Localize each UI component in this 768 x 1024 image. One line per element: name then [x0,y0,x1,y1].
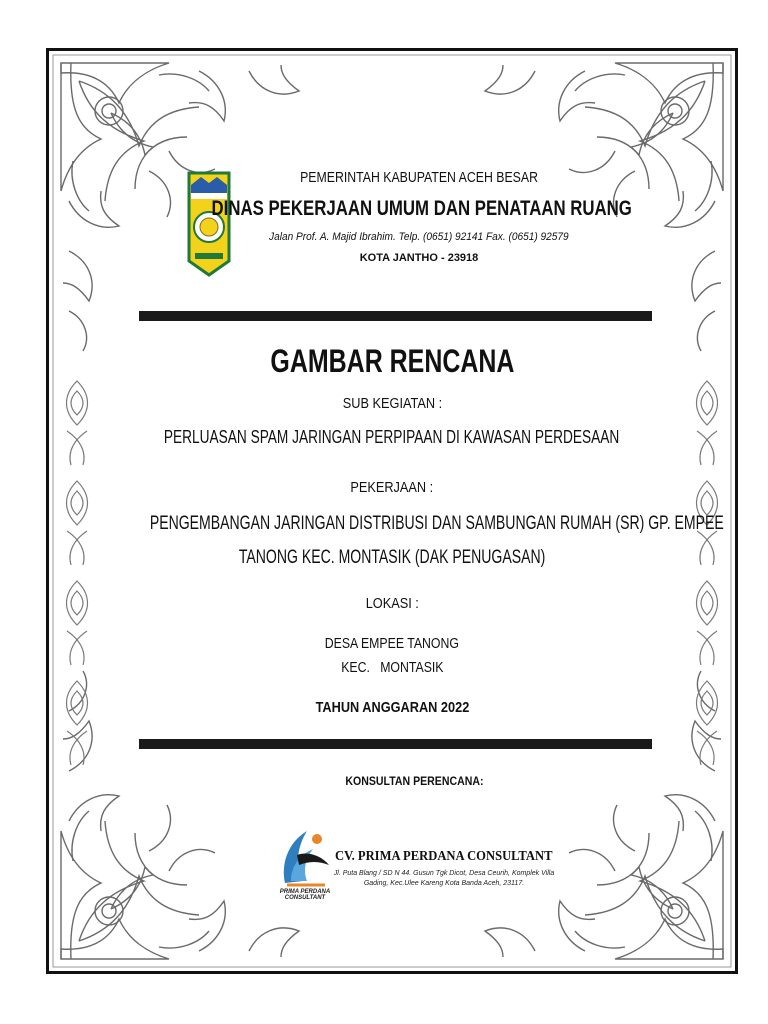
pekerjaan-label: PEKERJAAN : [350,479,434,496]
lokasi-label: LOKASI : [365,595,419,612]
document-title: GAMBAR RENCANA [269,343,515,379]
agency-city: KOTA JANTHO - 23918 [359,252,479,264]
consultant-logo-caption: PRIMA PERDANA CONSULTANT [279,889,331,901]
consultant-label: KONSULTAN PERENCANA: [344,774,484,788]
lokasi-district: KEC. MONTASIK [340,659,444,676]
divider-bar-bottom [139,739,652,749]
pekerjaan-value-line1: PENGEMBANGAN JARINGAN DISTRIBUSI DAN SAMBUNGAN RUMAH (SR) GP. EMPEE [149,513,724,534]
consultant-address: Jl. Puta Blang / SD N 44. Gusun Tgk Dicot, Desa Ceurih, Komplek Villa Gading, Kec.Ulee Kareng Kota Banda Aceh, 23117. [333,870,555,887]
sub-kegiatan-value: PERLUASAN SPAM JARINGAN PERPIPAAN DI KAWASAN PERDESAAN [164,427,620,447]
agency-name: DINAS PEKERJAAN UMUM DAN PENATAAN RUANG [211,197,632,220]
pekerjaan-value-line2: TANONG KEC. MONTASIK (DAK PENUGASAN) [238,547,546,568]
consultant-name: CV. PRIMA PERDANA CONSULTANT [335,849,553,864]
government-name: PEMERINTAH KABUPATEN ACEH BESAR [300,169,538,186]
divider-bar-top [139,311,652,321]
consultant-logo-block [275,825,565,921]
budget-year: TAHUN ANGGARAN 2022 [315,699,469,716]
sub-kegiatan-label: SUB KEGIATAN : [342,395,442,412]
agency-address: Jalan Prof. A. Majid Ibrahim. Telp. (0651) 92141 Fax. (0651) 92579 [269,231,569,243]
lokasi-village: DESA EMPEE TANONG [324,635,460,652]
document-frame [46,48,738,974]
